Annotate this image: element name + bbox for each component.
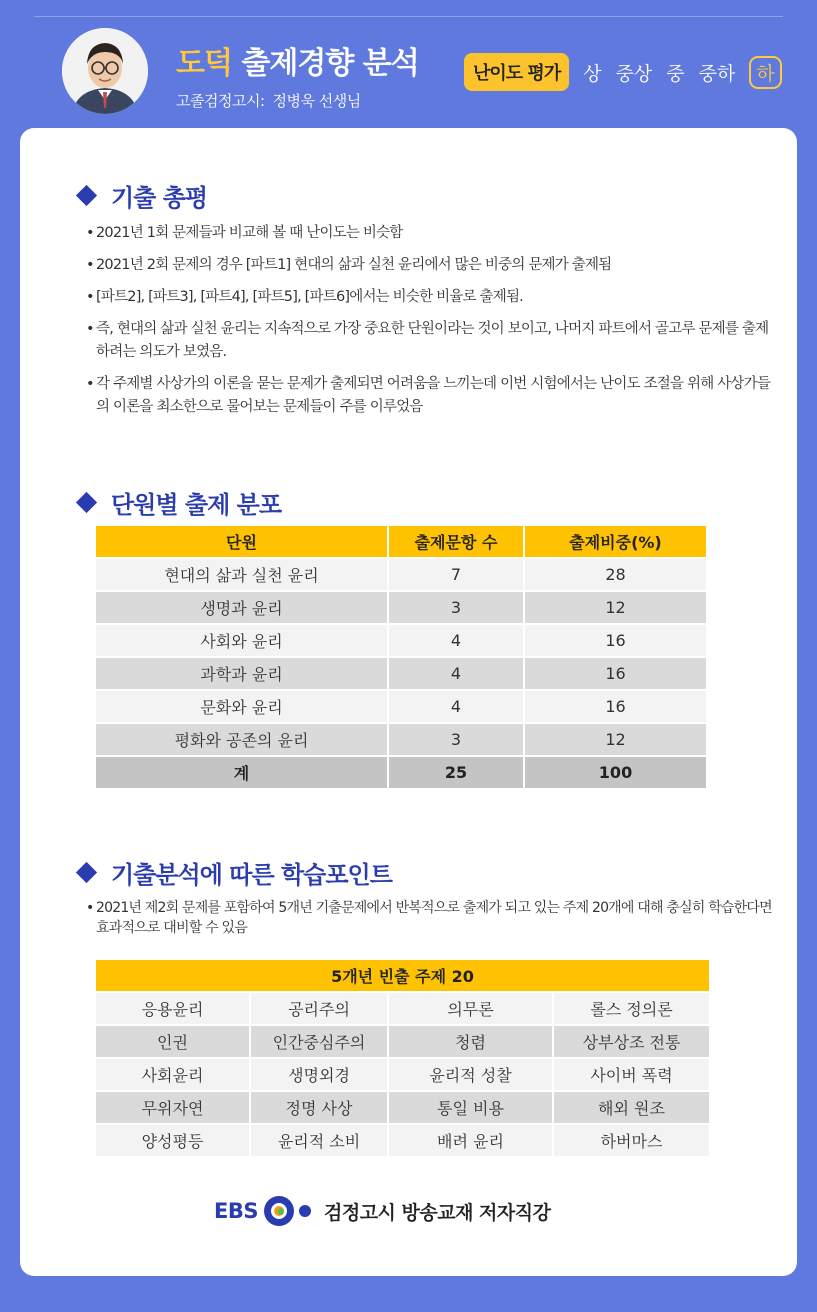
top-divider [34,16,783,17]
table-cell: 16 [525,658,706,689]
table-header-row [96,526,706,557]
difficulty-level: 중하 [698,62,736,85]
subtitle [176,90,419,111]
footer-label: 검정고시 방송교재 저자직강 [323,1201,551,1224]
topic-cell: 무위자연 [96,1092,249,1123]
table-row [96,625,706,656]
table-cell: 12 [525,592,706,623]
topic-cell: 응용윤리 [96,993,249,1024]
table-cell: 과학과 윤리 [96,658,387,689]
topic-cell: 롤스 정의론 [554,993,709,1024]
table-cell: 3 [389,724,523,755]
topic-cell: 양성평등 [96,1125,249,1156]
table-cell: 4 [389,691,523,722]
table-row [96,1092,709,1123]
table-cell: 25 [389,757,523,788]
topic-cell: 사회윤리 [96,1059,249,1090]
topic-cell: 정명 사상 [251,1092,387,1123]
section-title: 기출 총평 [111,184,208,212]
table-cell: 28 [525,559,706,590]
difficulty-label: 난이도 평가 [464,53,569,91]
exam-name: 고졸검정고시: [176,92,265,110]
header-title-block [176,38,419,111]
table-row [96,559,706,590]
difficulty-level: 중 [666,62,685,85]
topic-cell: 윤리적 소비 [251,1125,387,1156]
table-cell: 7 [389,559,523,590]
topic-cell: 윤리적 성찰 [389,1059,552,1090]
table-row [96,1026,709,1057]
topic-cell: 사이버 폭력 [554,1059,709,1090]
table-cell: 16 [525,691,706,722]
difficulty-level: 하 [749,56,781,89]
table-cell: 생명과 윤리 [96,592,387,623]
table-row [96,1125,709,1156]
table-cell: 사회와 윤리 [96,625,387,656]
topic-cell: 통일 비용 [389,1092,552,1123]
footer [214,1196,550,1226]
section-learning-heading [76,855,392,890]
topic-cell: 생명외경 [251,1059,387,1090]
table-row [96,691,706,722]
diamond-bullet-icon [76,492,97,513]
table-cell: 100 [525,757,706,788]
table-row [96,724,706,755]
difficulty-levels [583,56,782,89]
content-card [20,128,797,1276]
ebs-brand: EBS [214,1199,258,1223]
ebs-logo-icon [264,1196,324,1226]
page-title [176,38,419,82]
title-subject: 도덕 [176,46,232,81]
topic-cell: 의무론 [389,993,552,1024]
table-cell: 16 [525,625,706,656]
topic-cell: 상부상조 전통 [554,1026,709,1057]
topic-cell: 공리주의 [251,993,387,1024]
table-row [96,592,706,623]
topic-cell: 인간중심주의 [251,1026,387,1057]
list-item: • 즉, 현대의 삶과 실천 윤리는 지속적으로 가장 중요한 단원이라는 것이 보이고, 나머지 파트에서 골고루 문제를 출제하려는 의도가 보였음. [86,318,776,364]
list-item: • 2021년 제2회 문제를 포함하여 5개년 기출문제에서 반복적으로 출제가 되고 있는 주제 20개에 대해 충실히 학습한다면 효과적으로 대비할 수 있음 [86,898,776,938]
section-distribution-heading [76,485,281,520]
table-cell: 평화와 공존의 윤리 [96,724,387,755]
difficulty-level: 중상 [615,62,653,85]
distribution-table [94,524,708,790]
table-cell: 계 [96,757,387,788]
learning-bullet-list [86,898,776,947]
table-header-row [96,960,709,991]
column-header: 단원 [96,526,387,557]
table-cell: 3 [389,592,523,623]
topics-table [94,958,711,1158]
table-cell: 4 [389,625,523,656]
table-cell: 현대의 삶과 실천 윤리 [96,559,387,590]
column-header: 출제비중(%) [525,526,706,557]
table-row [96,1059,709,1090]
table-total-row [96,757,706,788]
table-row [96,993,709,1024]
diamond-bullet-icon [76,185,97,206]
title-rest: 출제경향 분석 [241,46,419,81]
section-title: 단원별 출제 분포 [111,491,281,519]
section-title: 기출분석에 따른 학습포인트 [111,861,392,889]
teacher-name: 정병욱 선생님 [272,92,361,110]
difficulty-level: 상 [583,62,602,85]
topic-cell: 인권 [96,1026,249,1057]
table-cell: 12 [525,724,706,755]
difficulty-rating [464,53,782,91]
summary-bullet-list [86,222,776,428]
list-item: • 2021년 2회 문제의 경우 [파트1] 현대의 삶과 실천 윤리에서 많은 비중의 문제가 출제됨 [86,254,776,277]
table-row [96,658,706,689]
table-cell: 4 [389,658,523,689]
table-cell: 문화와 윤리 [96,691,387,722]
section-summary-heading [76,178,207,213]
list-item: • 2021년 1회 문제들과 비교해 볼 때 난이도는 비슷함 [86,222,776,245]
topic-cell: 해외 원조 [554,1092,709,1123]
topic-cell: 하버마스 [554,1125,709,1156]
list-item: • [파트2], [파트3], [파트4], [파트5], [파트6]에서는 비슷한 비율로 출제됨. [86,286,776,309]
topics-title: 5개년 빈출 주제 20 [96,960,709,991]
topic-cell: 배려 윤리 [389,1125,552,1156]
column-header: 출제문항 수 [389,526,523,557]
topic-cell: 청렴 [389,1026,552,1057]
list-item: • 각 주제별 사상가의 이론을 묻는 문제가 출제되면 어려움을 느끼는데 이번 시험에서는 난이도 조절을 위해 사상가들의 이론을 최소한으로 물어보는 문제들이 주를 이루었음 [86,373,776,419]
teacher-avatar [62,28,148,114]
diamond-bullet-icon [76,862,97,883]
